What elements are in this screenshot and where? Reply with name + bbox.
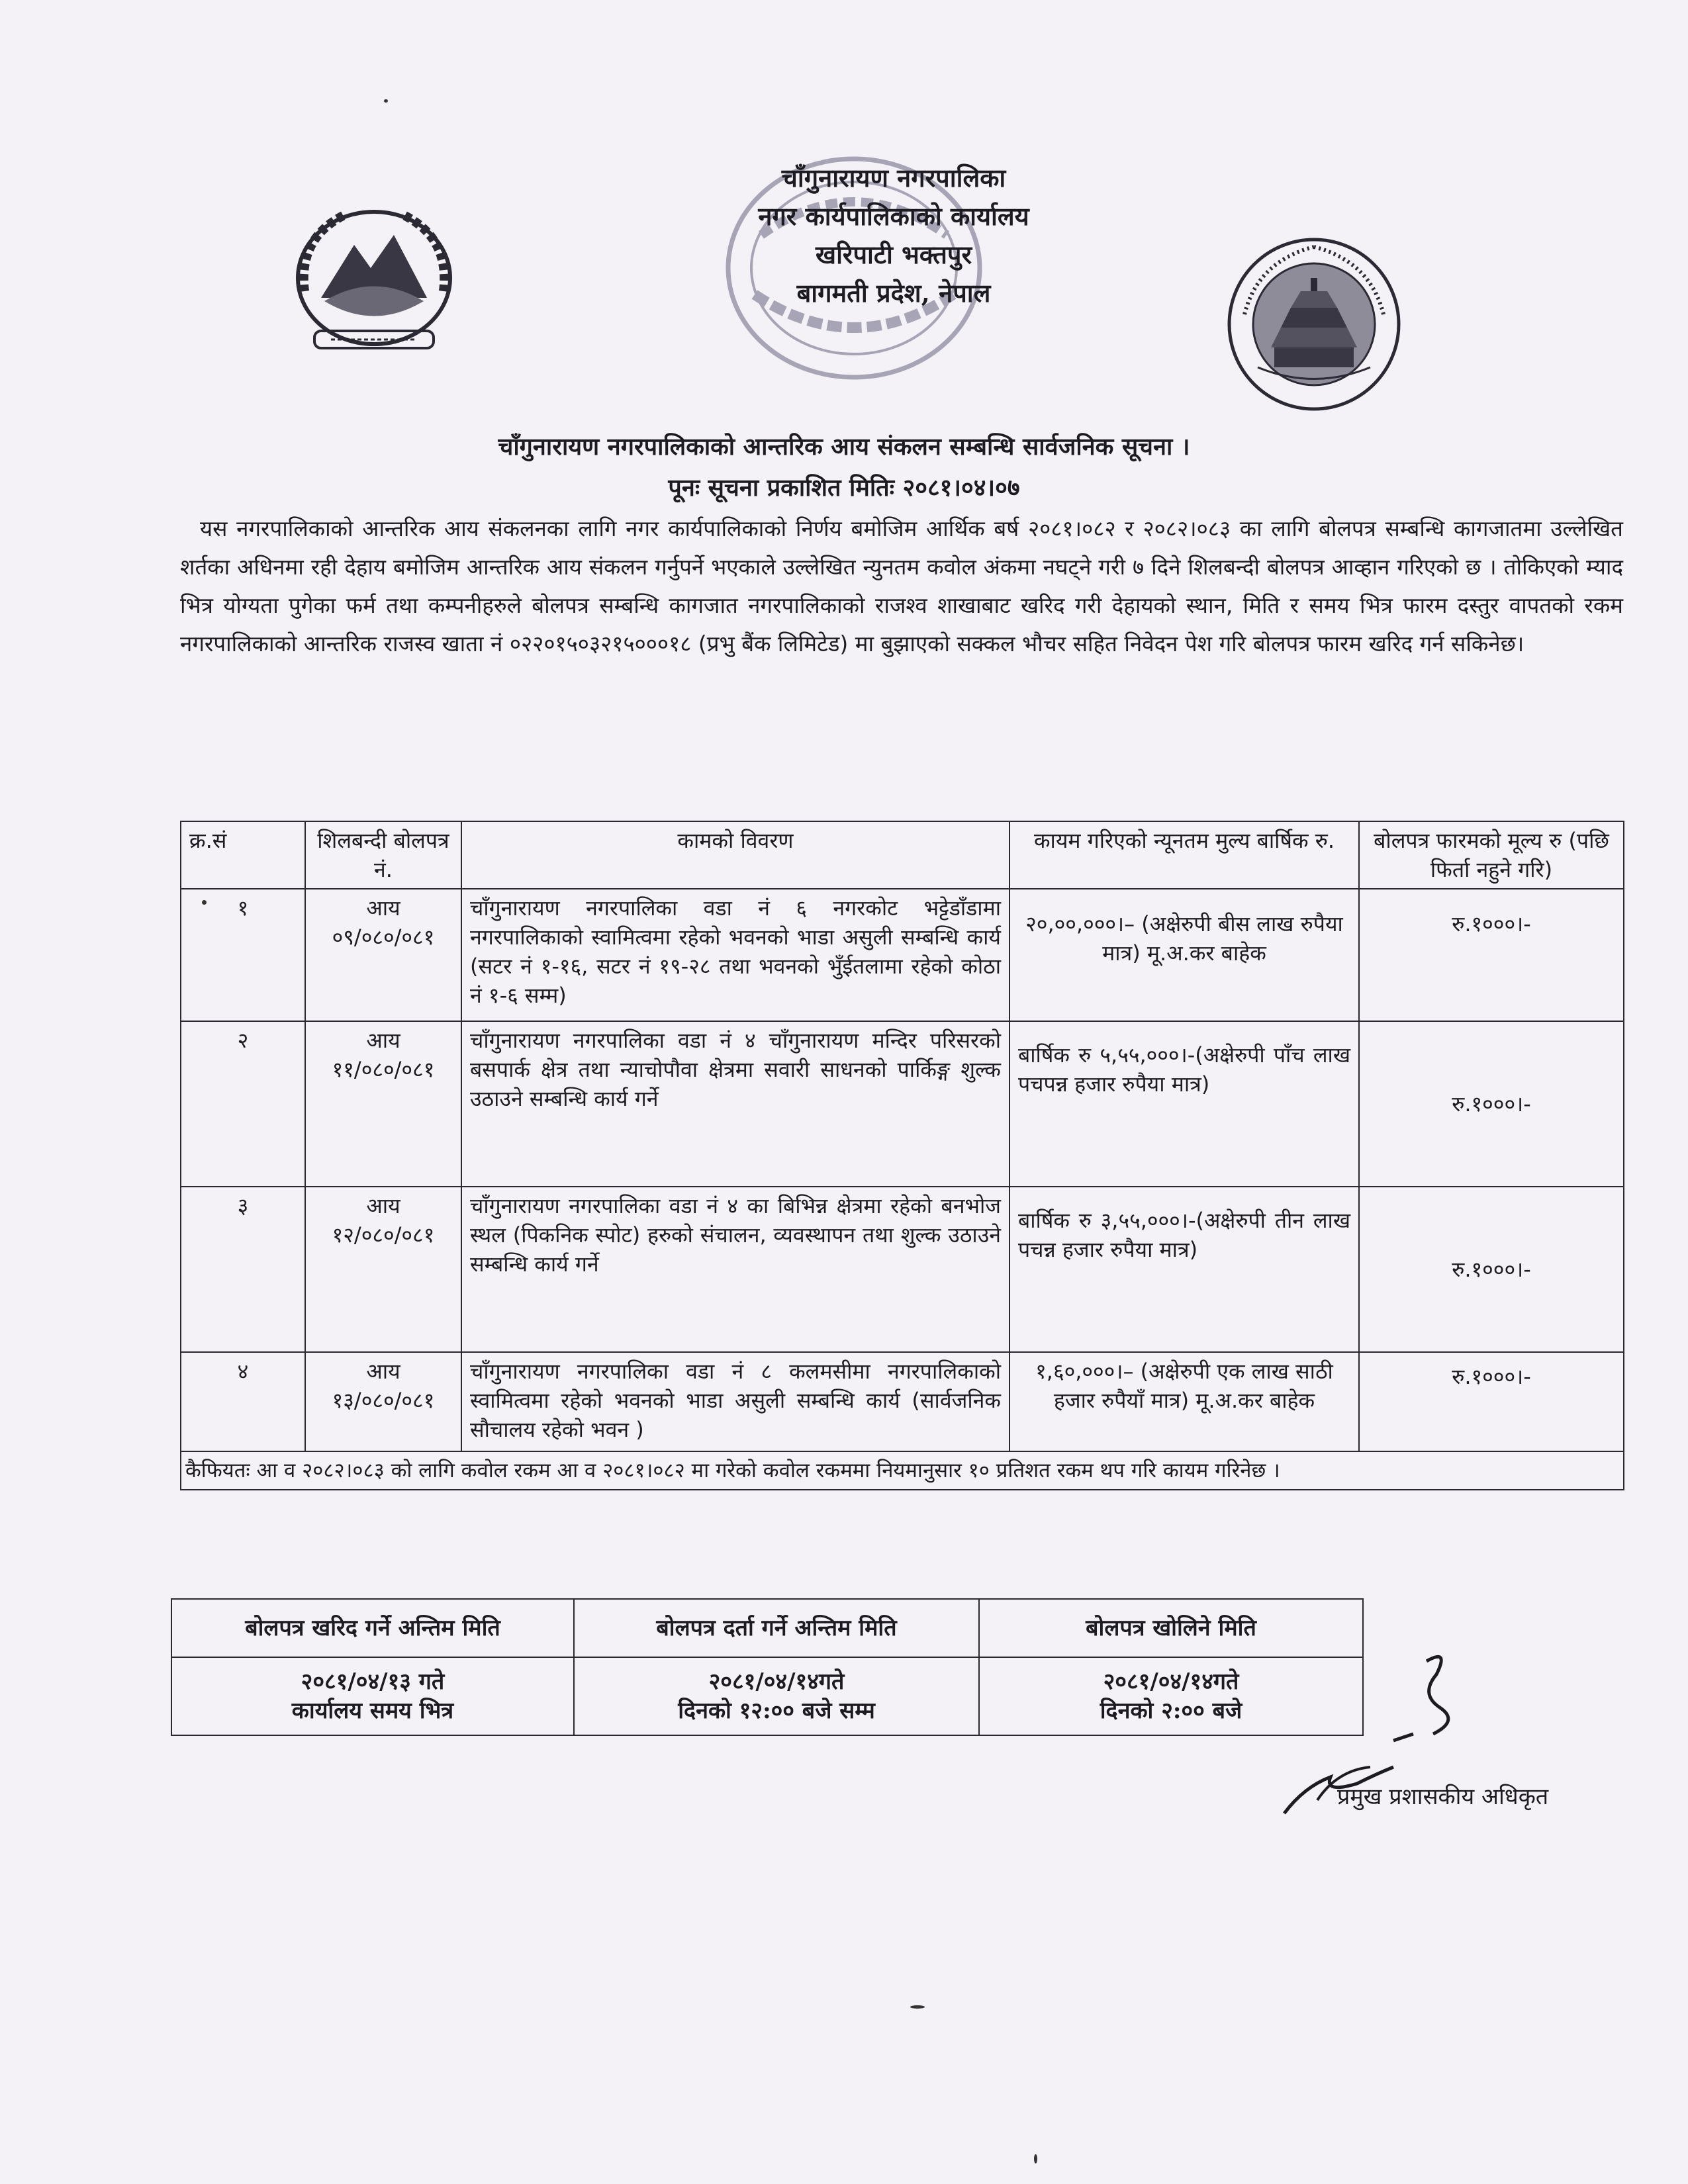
- province-country: बागमती प्रदेश, नेपाल: [796, 278, 991, 308]
- row-description: चाँगुनारायण नगरपालिका वडा नं ८ कलमसीमा नगरपालिकाको स्वामित्वमा रहेको भवनको भाडा असुली सम्बन्धि कार्य (सार्वजनिक सौचालय रहेको भवन ): [461, 1352, 1009, 1451]
- row-sn: २: [181, 1021, 305, 1187]
- row-form-price: रु.१०००।-: [1359, 1187, 1624, 1352]
- notice-body: यस नगरपालिकाको आन्तरिक आय संकलनका लागि नगर कार्यपालिकाको निर्णय बमोजिम आर्थिक बर्ष २०८१।०८२ र २०८२।०८३ का लागि बोलपत्र सम्बन्धि कागजातमा उल्लेखित शर्तका अधिनमा रही देहाय बमोजिम आन्तरिक आय संकलन गर्नुपर्ने भएकाले उल्लेखित न्युनतम कवोल अंकमा नघट्ने गरी ७ दिने शिलबन्दी बोलपत्र आव्हान गरिएको छ । तोकिएको म्याद भित्र योग्यता पुगेका फर्म तथा कम्पनीहरुले बोलपत्र सम्बन्धि कागजात नगरपालिकाको राजश्व शाखाबाट खरिद गरी देहायको स्थान, मिति र समय भित्र फारम दस्तुर वापतको रकम नगरपालिकाको आन्तरिक राजस्व खाता नं ०२२०१५०३२१५०००१८ (प्रभु बैंक लिमिटेड) मा बुझाएको सक्कल भौचर सहित निवेदन पेश गरि बोलपत्र फारम खरिद गर्न सकिनेछ।: [180, 516, 1623, 657]
- row-min-value: बार्षिक रु ३,५५,०००।-(अक्षेरुपी तीन लाख पचन्न हजार रुपैया मात्र): [1009, 1187, 1359, 1352]
- row-min-value: बार्षिक रु ५,५५,०००।-(अक्षेरुपी पाँच लाख पचपन्न हजार रुपैया मात्र): [1009, 1021, 1359, 1187]
- row-min-value: १,६०,०००।– (अक्षेरुपी एक लाख साठी हजार रुपैयाँ मात्र) मू.अ.कर बाहेक: [1009, 1352, 1359, 1451]
- header-sn: क्र.सं: [181, 821, 305, 889]
- remark: कैफियतः आ व २०८२।०८३ को लागि कवोल रकम आ व २०८१।०८२ मा गरेको कवोल रकममा नियमानुसार १० प्रतिशत रकम थप गरि कायम गरिनेछ ।: [181, 1451, 1624, 1490]
- row-sn: ४: [181, 1352, 305, 1451]
- table-header-row: [181, 821, 1624, 889]
- row-bid-no: आय १२/०८०/०८१: [305, 1187, 461, 1352]
- office-location: खरिपाटी भक्तपुर: [816, 240, 972, 269]
- republished-date: पूनः सूचना प्रकाशित मितिः २०८१।०४।०७: [668, 474, 1020, 502]
- office-name: नगर कार्यपालिकाको कार्यालय: [758, 201, 1029, 231]
- signer-title: प्रमुख प्रशासकीय अधिकृत: [1337, 1784, 1549, 1810]
- row-min-value: २०,००,०००।– (अक्षेरुपी बीस लाख रुपैया मात्र) मू.अ.कर बाहेक: [1009, 889, 1359, 1021]
- nepal-emblem-icon: [285, 199, 463, 361]
- table-row: [181, 889, 1624, 1021]
- scan-speck: [1034, 2154, 1037, 2163]
- header-open-date: बोलपत्र खोलिने मिति: [979, 1599, 1363, 1657]
- dates-header-row: [171, 1599, 1363, 1657]
- scan-speck: [384, 99, 388, 103]
- row-description: चाँगुनारायण नगरपालिका वडा नं ४ चाँगुनारायण मन्दिर परिसरको बसपार्क क्षेत्र तथा न्याचोपौवा क्षेत्रमा सवारी साधनको पार्किङ्ग शुल्क उठाउने सम्बन्धि कार्य गर्ने: [461, 1021, 1009, 1187]
- row-description: चाँगुनारायण नगरपालिका वडा नं ६ नगरकोट भट्टेडाँडामा नगरपालिकाको स्वामित्वमा रहेको भवनको भाडा असुली सम्बन्धि कार्य (सटर नं १-१६, सटर नं १९-२८ तथा भवनको भुँईतलामा रहेको कोठा नं १-६ सम्म): [461, 889, 1009, 1021]
- open-date: २०८१/०४/१४गते दिनको २:०० बजे: [979, 1657, 1363, 1735]
- dates-value-row: [171, 1657, 1363, 1735]
- row-sn: १: [181, 889, 305, 1021]
- row-sn: ३: [181, 1187, 305, 1352]
- scan-speck: [202, 900, 207, 905]
- submit-deadline: २०८१/०४/१४गते दिनको १२:०० बजे सम्म: [574, 1657, 979, 1735]
- header-purchase-deadline: बोलपत्र खरिद गर्ने अन्तिम मिति: [171, 1599, 574, 1657]
- row-bid-no: आय ११/०८०/०८१: [305, 1021, 461, 1187]
- header-form-price: बोलपत्र फारमको मूल्य रु (पछि फिर्ता नहुने गरि): [1359, 821, 1624, 889]
- municipality-name: चाँगुनारायण नगरपालिका: [781, 163, 1006, 193]
- row-bid-no: आय १३/०८०/०८१: [305, 1352, 461, 1451]
- header-bid-no: शिलबन्दी बोलपत्र नं.: [305, 821, 461, 889]
- table-row: [181, 1187, 1624, 1352]
- header-min-value: कायम गरिएको न्यूनतम मुल्य बार्षिक रु.: [1009, 821, 1359, 889]
- row-description: चाँगुनारायण नगरपालिका वडा नं ४ का बिभिन्न क्षेत्रमा रहेको बनभोज स्थल (पिकनिक स्पोट) हरुको संचालन, व्यवस्थापन तथा शुल्क उठाउने सम्बन्धि कार्य गर्ने: [461, 1187, 1009, 1352]
- municipality-logo-icon: [1225, 235, 1403, 414]
- table-row: [181, 1352, 1624, 1451]
- scan-speck: [910, 2005, 925, 2009]
- row-form-price: रु.१०००।-: [1359, 1021, 1624, 1187]
- row-bid-no: आय ०९/०८०/०८१: [305, 889, 461, 1021]
- header-submit-deadline: बोलपत्र दर्ता गर्ने अन्तिम मिति: [574, 1599, 979, 1657]
- purchase-deadline: २०८१/०४/१३ गते कार्यालय समय भित्र: [171, 1657, 574, 1735]
- letterhead: [662, 159, 1125, 312]
- table-row: [181, 1021, 1624, 1187]
- row-form-price: रु.१०००।-: [1359, 1352, 1624, 1451]
- tender-table: [180, 821, 1624, 1490]
- remark-row: [181, 1451, 1624, 1490]
- header-description: कामको विवरण: [461, 821, 1009, 889]
- row-form-price: रु.१०००।-: [1359, 889, 1624, 1021]
- notice-title: चाँगुनारायण नगरपालिकाको आन्तरिक आय संकलन सम्बन्धि सार्वजनिक सूचना ।: [498, 433, 1190, 461]
- dates-table: [171, 1598, 1364, 1736]
